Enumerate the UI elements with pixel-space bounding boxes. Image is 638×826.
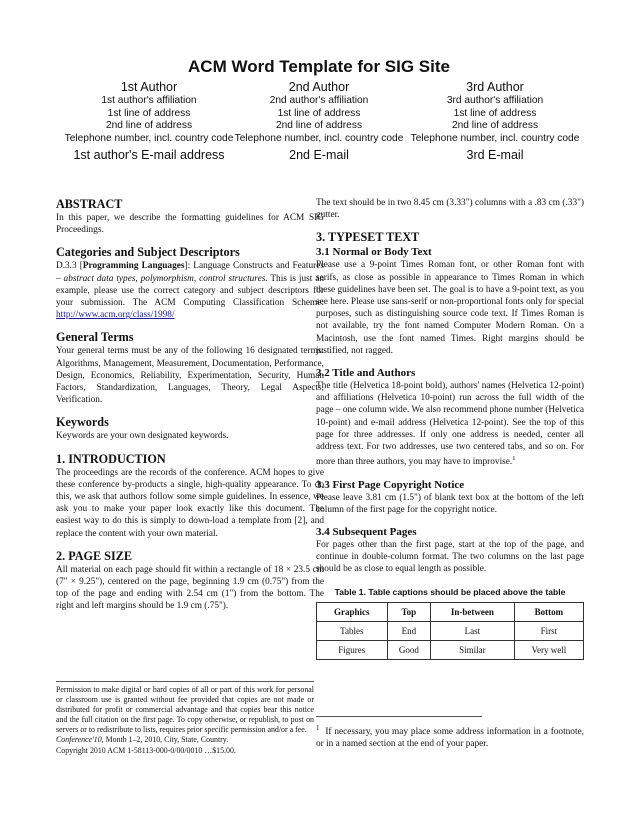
author-name: 2nd Author bbox=[288, 80, 350, 94]
author-block-2 bbox=[219, 80, 419, 164]
table-cell: End bbox=[387, 621, 431, 640]
paper-title: ACM Word Template for SIG Site bbox=[188, 57, 450, 76]
keywords-heading: Keywords bbox=[56, 415, 109, 430]
keywords-text: Keywords are your own designated keywords. bbox=[56, 431, 229, 442]
table-cell: Very well bbox=[514, 640, 583, 659]
footnote-text: If necessary, you may place some address information in a footnote, or in a named section at the end of your paper. bbox=[316, 727, 584, 750]
author-email: 2nd E-mail bbox=[289, 148, 349, 163]
author-address-line-2: 2nd line of address bbox=[451, 120, 539, 132]
abstract-text: In this paper, we describe the formatting guidelines for ACM SIG Proceedings. bbox=[56, 213, 324, 236]
subsequent-pages-heading: 3.4 Subsequent Pages bbox=[316, 525, 417, 538]
page-size-heading: 2. PAGE SIZE bbox=[56, 548, 132, 563]
table-row bbox=[317, 621, 584, 640]
conference-line: Conference'10, Month 1–2, 2010, City, State, Country. bbox=[56, 735, 229, 745]
general-terms-text: Your general terms must be any of the following 16 designated terms: Algorithms, Management, Measurement, Documentation, Performance, Design, Economics, Reliability, Experimentation, Security, Human Factors, Standardization, Languages, Theory, Legal Aspects, Verification. bbox=[56, 346, 324, 406]
author-name: 1st Author bbox=[120, 80, 178, 94]
title-authors-heading: 3.2 Title and Authors bbox=[316, 367, 416, 380]
normal-text-body: Please use a 9-point Times Roman font, or other Roman font with serifs, as close as possible in appearance to Times Roman in which these guidelines have been set. The goal is to have a 9-point text, as you see here. Please use sans-serif or non-proportional fonts only for special purposes, such as distinguishing source code text. If Times Roman is not available, try the font named Computer Modern Roman. On a Macintosh, use the font named Times. Right margins should be justified, not ragged. bbox=[316, 260, 584, 356]
table-header-cell: Bottom bbox=[514, 602, 583, 621]
author-affiliation: 1st author's affiliation bbox=[101, 95, 197, 106]
author-block-3 bbox=[395, 80, 595, 164]
categories-heading: Categories and Subject Descriptors bbox=[56, 245, 240, 260]
typeset-heading: 3. TYPESET TEXT bbox=[316, 230, 420, 245]
permission-text: Permission to make digital or hard copies of all or part of this work for personal or classroom use is granted without fee provided that copies are not made or distributed for profit or commercial advantage and that copies bear this notice and the full citation on the first page. To copy otherwise, or republish, to post on servers or to redistribute to lists, requires prior specific permission and/or a fee. bbox=[56, 685, 314, 735]
abstract-heading: ABSTRACT bbox=[56, 197, 123, 211]
left-column bbox=[56, 197, 324, 613]
footnote bbox=[316, 722, 584, 751]
author-name: 3rd Author bbox=[466, 80, 524, 94]
table-header-cell: Graphics bbox=[317, 602, 388, 621]
table-cell: Figures bbox=[317, 640, 388, 659]
author-email: 1st author's E-mail address bbox=[73, 148, 225, 163]
author-address-line-1: 1st line of address bbox=[453, 107, 537, 119]
table-row bbox=[317, 640, 584, 659]
introduction-text: The proceedings are the records of the conference. ACM hopes to give these conference by-products a single, high-quality appearance. To do this, we ask that authors follow some simple guidelines. In essence, we ask you to make your paper look exactly like this document. The easiest way to do this is simply to down-load a template from [2], and replace the content with your own material. bbox=[56, 467, 324, 539]
table-header-cell: In-between bbox=[431, 602, 515, 621]
columns-note: The text should be in two 8.45 cm (3.33") columns with a .83 cm (.33") gutter. bbox=[316, 198, 584, 221]
author-address-line-2: 2nd line of address bbox=[275, 120, 363, 132]
footnote-mark: 1 bbox=[316, 724, 320, 732]
acm-classification-link[interactable]: http://www.acm.org/class/1998/ bbox=[56, 310, 175, 321]
categories-text: D.3.3 [Programming Languages]: Language Constructs and Features – abstract data types, polymorphism, control structures. This is just an example, please use the correct category and subject descriptors for your submission. The ACM Computing Classification Scheme: http://www.acm.org/class/1998/ bbox=[56, 261, 324, 321]
right-column bbox=[316, 197, 584, 660]
author-phone: Telephone number, incl. country code bbox=[64, 132, 234, 144]
author-address-line-1: 1st line of address bbox=[107, 107, 191, 119]
general-terms-heading: General Terms bbox=[56, 330, 134, 345]
title-authors-body: The title (Helvetica 18-point bold), authors' names (Helvetica 12-point) and affiliations (Helvetica 10-point) run across the full width of the page – one column wide. We also recommend phone number (Helvetica 10-point) and e-mail address (Helvetica 12-point). See the top of this page for three addresses. If only one address is needed, center all address text. For two addresses, use two centered tabs, and so on. For more than three authors, you may have to improvise.$^1$ bbox=[316, 381, 584, 468]
subsequent-pages-body: For pages other than the first page, start at the top of the page, and continue in double-column format. The two columns on the last page should be as close to equal length as possible. bbox=[316, 539, 584, 575]
permission-divider bbox=[56, 681, 314, 682]
table-cell: Last bbox=[431, 621, 515, 640]
copyright-notice-body: Please leave 3.81 cm (1.5") of blank text box at the bottom of the left column of the first page for the copyright notice. bbox=[316, 492, 584, 515]
author-address-line-2: 2nd line of address bbox=[105, 120, 193, 132]
footnote-divider bbox=[316, 716, 482, 717]
copyright-notice-heading: 3.3 First Page Copyright Notice bbox=[316, 478, 465, 491]
author-affiliation: 3rd author's affiliation bbox=[446, 95, 544, 106]
sample-table bbox=[316, 602, 584, 660]
author-phone: Telephone number, incl. country code bbox=[234, 132, 404, 144]
table-caption: Table 1. Table captions should be placed above the table bbox=[334, 586, 566, 597]
author-address-line-1: 1st line of address bbox=[277, 107, 361, 119]
table-header-cell: Top bbox=[387, 602, 431, 621]
introduction-heading: 1. INTRODUCTION bbox=[56, 451, 166, 466]
table-cell: Tables bbox=[317, 621, 388, 640]
table-cell: Good bbox=[387, 640, 431, 659]
author-phone: Telephone number, incl. country code bbox=[410, 132, 580, 144]
page-size-text: All material on each page should fit within a rectangle of 18 × 23.5 cm (7" × 9.25"), centered on the page, beginning 1.9 cm (0.75") from the top of the page and ending with 2.54 cm (1") from the bottom. The right and left margins should be 1.9 cm (.75"). bbox=[56, 564, 324, 612]
table-header-row bbox=[317, 602, 584, 621]
author-affiliation: 2nd author's affiliation bbox=[269, 95, 369, 106]
copyright-line: Copyright 2010 ACM 1-58113-000-0/00/0010 …$15.00. bbox=[56, 745, 236, 755]
table-cell: First bbox=[514, 621, 583, 640]
table-cell: Similar bbox=[431, 640, 515, 659]
author-email: 3rd E-mail bbox=[466, 148, 524, 163]
permission-notice bbox=[56, 681, 314, 756]
normal-text-heading: 3.1 Normal or Body Text bbox=[316, 246, 432, 259]
